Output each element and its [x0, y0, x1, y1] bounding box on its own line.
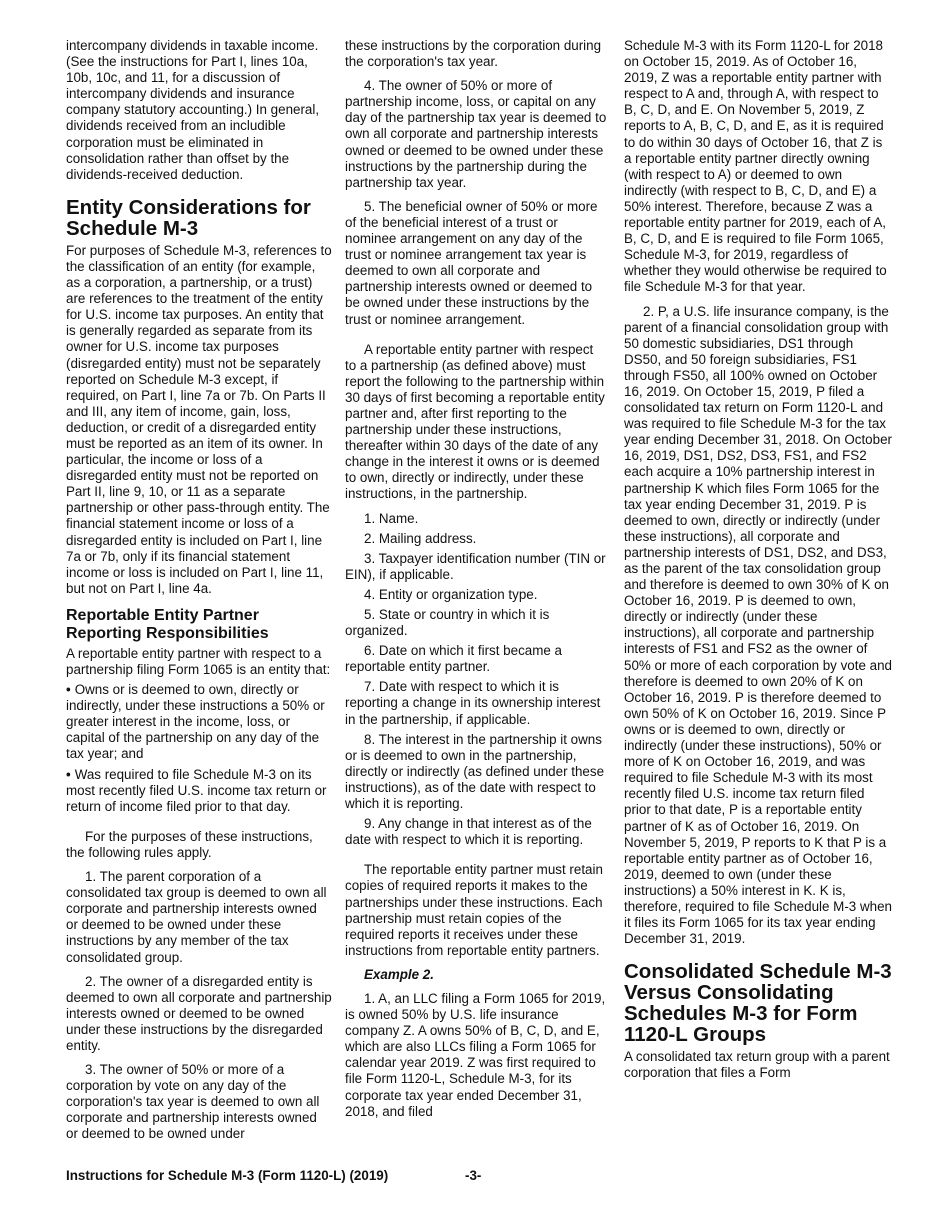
- column-1: [66, 38, 332, 1151]
- reportable-paragraph: A reportable entity partner with respect to a partnership filing Form 1065 is an entity that:: [66, 645, 331, 677]
- rule-item: 1. The parent corporation of a consolidated tax group is deemed to own all corporate and partnership interests owned or deemed to be owned under these instructions by any member of the tax consolidated group.: [66, 869, 327, 965]
- heading-entity-considerations: Entity Considerations for Schedule M-3: [66, 195, 311, 240]
- heading-consolidated-schedule: Consolidated Schedule M-3 Versus Consolidating Schedules M-3 for Form 1120-L Groups: [624, 960, 892, 1047]
- bullet-item: • Was required to file Schedule M-3 on its most recently filed U.S. income tax return or return of income filed prior to that day.: [66, 766, 327, 814]
- list-item: 9. Any change in that interest as of the date with respect to which it is reporting.: [345, 816, 592, 848]
- column-3: [624, 38, 892, 1089]
- intro-paragraph: intercompany dividends in taxable income. (See the instructions for Part I, lines 10a, 10b, 10c, and 11, for a discussion of intercompany dividends and insurance company statutory accounting.) In general, dividends received from an includible corporation must be eliminated in consolidation rather than offset by the dividends-received deduction.: [66, 38, 320, 182]
- page-footer: [66, 1168, 892, 1183]
- continued-paragraph: Schedule M-3 with its Form 1120-L for 2018 on October 15, 2019. As of October 16, 2019, Z was a reportable entity partner with respect to A and, through A, with respect to B, C, D, and E. On November 5, 2019, Z reports to A, B, C, D, and E, as it is required to do within 30 days of October 16, that Z is a reportable entity partner directly owning (with respect to A) or deemed to own indirectly (with respect to B, C, D, and E) a 50% interest. Therefore, because Z was a reportable entity partner for 2019, each of A, B, C, D, and E is required to file Form 1065, Schedule M-3, for 2019, regardless of whether they would otherwise be required to file Schedule M-3 for that year.: [624, 38, 887, 295]
- bullet-icon: •: [66, 682, 71, 698]
- heading-reportable-entity-partner: Reportable Entity Partner Reporting Responsibilities: [66, 606, 269, 642]
- bullet-icon: •: [66, 766, 71, 782]
- rule-item: 3. The owner of 50% or more of a corporation by vote on any day of the corporation's tax year is deemed to own all corporate and partnership interests owned or deemed to be owned under: [66, 1062, 320, 1142]
- rules-paragraph: For the purposes of these instructions, the following rules apply.: [66, 828, 313, 860]
- footer-title: Instructions for Schedule M-3 (Form 1120-L) (2019): [66, 1168, 389, 1183]
- example-label: Example 2.: [364, 966, 434, 982]
- bullet-item: • Owns or is deemed to own, directly or indirectly, under these instructions a 50% or greater interest in the income, loss, or capital of the partnership on any day of the tax year; and: [66, 682, 325, 762]
- example-item: 1. A, an LLC filing a Form 1065 for 2019, is owned 50% by U.S. life insurance company Z. A owns 50% of B, C, D, and E, which are also LLCs filing a Form 1065 for calendar year 2019. Z was first required to file Form 1120-L, Schedule M-3, for its corporate tax year ended December 31, 2018, and filed: [345, 990, 606, 1119]
- consolidated-paragraph: A consolidated tax return group with a parent corporation that files a Form: [624, 1049, 890, 1081]
- list-item: 6. Date on which it first became a reportable entity partner.: [345, 643, 562, 675]
- retain-paragraph: The reportable entity partner must retain copies of required reports it makes to the partnerships under these instructions. Each partnership must retain copies of the required reports it receives under these instructions from reportable entity partners.: [345, 862, 603, 958]
- list-item: 7. Date with respect to which it is reporting a change in its ownership interest in the partnership, if applicable.: [345, 679, 601, 727]
- rule-item: 5. The beneficial owner of 50% or more of the beneficial interest of a trust or nominee arrangement on any day of the trust or nominee arrangement tax year is deemed to own all corporate and partnership interests owned or deemed to be owned under these instructions by the trust or nominee arrangement.: [345, 198, 598, 327]
- column-2: [345, 38, 608, 1128]
- report-paragraph: A reportable entity partner with respect to a partnership (as defined above) must report the following to the partnership within 30 days of first becoming a reportable entity partner and, after first reporting to the partnership under these instructions, thereafter within 30 days of the date of any change in the interest it owns or is deemed to own, directly or indirectly, under these instructions, in the partnership.: [345, 341, 605, 502]
- list-item: 4. Entity or organization type.: [364, 586, 538, 602]
- rule-item: 4. The owner of 50% or more of partnership income, loss, or capital on any day of the partnership tax year is deemed to own all corporate and partnership interests owned or deemed to be owned under these instructions by the partnership during the partnership tax year.: [345, 78, 607, 190]
- example-item: 2. P, a U.S. life insurance company, is the parent of a financial consolidation group with 50 domestic subsidiaries, DS1 through DS50, and 50 foreign subsidiaries, FS1 through FS50, all 100% owned on October 16, 2019. On October 15, 2019, P filed a consolidated tax return on Form 1120-L and was required to file Schedule M-3 for the tax year ending December 31, 2018. On October 16, 2019, DS1, DS2, DS3, FS1, and FS2 each acquire a 10% partnership interest in partnership K which files Form 1065 for the tax year ending December 31, 2019. P is deemed to own, directly or indirectly (under these instructions), all corporate and partnership interests of DS1, DS2, and DS3, as the parent of the tax consolidation group and therefore is deemed to own 30% of K on October 16, 2019. P is deemed to own, directly or indirectly (under these instructions), all corporate and partnership interests of FS1 and FS2 as the owner of 50% or more of each corporation by vote and therefore is deemed to own 20% of K on October 16, 2019. P is therefore deemed to own 50% of K on October 16, 2019. Since P owns or is deemed to own, directly or indirectly (under these instructions), 50% or more of K on October 16, 2019, and was required to file Schedule M-3 with its most recently filed U.S. income tax return filed prior to that date, P is a reportable entity partner of K as of October 16, 2019. On November 5, 2019, P reports to K that P is a reportable entity partner as of October 16, 2019, deemed to own (under these instructions) a 50% interest in K. K is, therefore, required to file Schedule M-3 when it files its Form 1065 for its tax year ending December 31, 2019.: [624, 303, 892, 947]
- page-number: -3-: [465, 1168, 482, 1183]
- rule-item: 2. The owner of a disregarded entity is deemed to own all corporate and partnership interests owned or deemed to be owned under these instructions by the disregarded entity.: [66, 973, 332, 1053]
- entity-paragraph: For purposes of Schedule M-3, references to the classification of an entity (for example, as a corporation, a partnership, or a trust) are references to the treatment of the entity for U.S. income tax purposes. An entity that is generally regarded as separate from its owner for U.S. income tax purposes (disregarded entity) must not be separately reported on Schedule M-3 except, if required, on Part I, line 7a or 7b. On Parts II and III, any item of income, gain, loss, deduction, or credit of a disregarded entity must be reported as an item of its owner. In particular, the income or loss of a disregarded entity must not be reported on Part II, line 9, 10, or 11 as a separate partnership or other pass-through entity. The financial statement income or loss of a disregarded entity is included on Part I, line 7a or 7b, only if its financial statement income or loss is included on Part I, line 11, but not on Part I, line 4a.: [66, 242, 332, 596]
- list-item: 3. Taxpayer identification number (TIN or EIN), if applicable.: [345, 550, 606, 582]
- list-item: 1. Name.: [364, 510, 419, 526]
- list-item: 8. The interest in the partnership it owns or is deemed to own in the partnership, directly or indirectly (as defined under these instructions), as of the date with respect to which it is reporting.: [345, 731, 605, 812]
- continued-paragraph: these instructions by the corporation during the corporation's tax year.: [345, 38, 602, 70]
- list-item: 2. Mailing address.: [364, 530, 477, 546]
- list-item: 5. State or country in which it is organized.: [345, 607, 550, 639]
